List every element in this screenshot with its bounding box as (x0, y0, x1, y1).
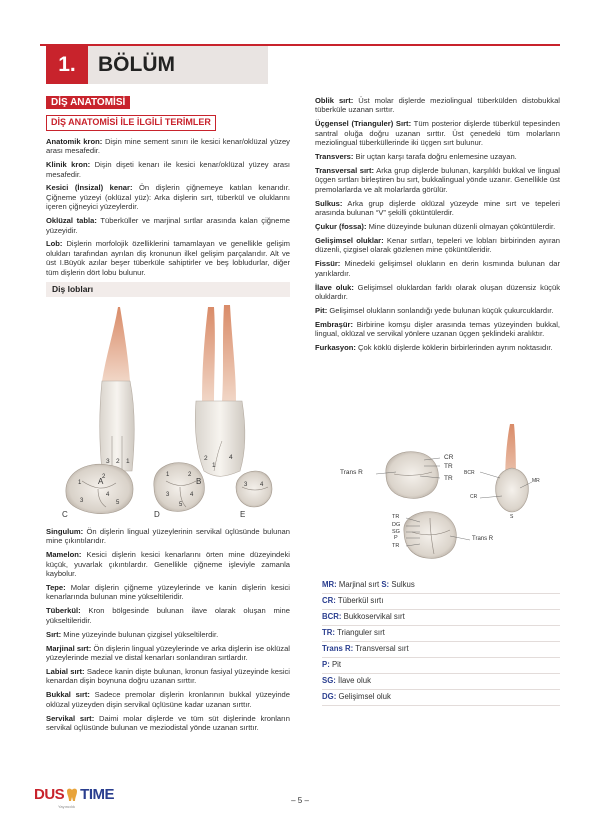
left-column (46, 96, 290, 737)
term-label: Çukur (fossa): (315, 221, 367, 231)
logo-subtitle: Yayıncılık (58, 804, 76, 809)
term-item (46, 527, 290, 546)
legend-key: DG: (322, 692, 337, 701)
legend-text: Bukkoservikal sırt (341, 612, 405, 621)
legend-key: CR: (322, 596, 336, 605)
term-desc: Dişin dişeti kenarı ile kesici kenar/oklüzal yüzey arası mesafedir. (46, 160, 290, 179)
term-item (315, 222, 560, 231)
term-item (46, 583, 290, 602)
fig-label-c: C (62, 510, 68, 519)
label-tr2: TR (444, 475, 453, 482)
label-trans-r: Trans R (340, 469, 363, 476)
term-desc: Mine yüzeyinde bulunan çizgisel yükseltilerdir. (61, 629, 219, 639)
fig-a-num: 2 (116, 458, 120, 465)
legend-row (322, 578, 560, 594)
term-desc: Minedeki gelişimsel olukların en derin kısmında bulunan dar yarıklardır. (315, 259, 560, 278)
term-label: Tüberkül: (46, 606, 81, 616)
term-desc: Arka grup dişlerde bulunan, karşılıklı bukkal ve lingual üçgen sırtları birleştiren bu sırt, bukkalingual yönde uzanır. Genellikle üst premolarlarda ve alt molarlarda görülür. (315, 165, 560, 194)
term-label: Transversal sırt: (315, 165, 375, 175)
legend-row (322, 674, 560, 690)
label-tr: TR (444, 463, 453, 470)
legend-text: Tüberkül sırtı (335, 596, 384, 605)
term-desc: Kron bölgesinde bulunan ilave olarak oluşan mine yükseltileridir. (46, 606, 290, 625)
label-cr: CR (444, 454, 454, 461)
term-desc: Üst molar dişlerde meziolingual tüberkülden distobukkal tüberküle uzanan sırttır. (315, 96, 560, 115)
lobes-box-title: Diş lobları (46, 282, 290, 297)
term-item (46, 714, 290, 733)
term-label: İlave oluk: (315, 282, 354, 292)
term-item (315, 259, 560, 278)
term-label: Embraşür: (315, 319, 353, 329)
term-label: Sulkus: (315, 198, 343, 208)
term-desc: Daimi molar dişlerde ve tüm süt dişlerinde kronların servikal üçlüsünde bulunan ve meziodistal yönde uzanan sırttır. (46, 713, 290, 732)
legend-text: Pit (329, 660, 342, 669)
term-desc: Kenar sırtları, tepeleri ve lobları birbirinden ayıran düzenli, çizgisel olarak gözlenen mine çöküntüleridir. (315, 235, 560, 255)
label-dg: DG (392, 522, 401, 528)
logo-dus-text: DUS (34, 786, 65, 803)
legend-key: TR: (322, 628, 335, 637)
term-label: Pit: (315, 305, 328, 315)
label-trans-r2: Trans R (472, 536, 494, 542)
term-label: Furkasyon: (315, 343, 356, 353)
term-desc: Molar dişlerin çiğneme yüzeylerinde ve kanin dişlerin kesici kenarlarında bulunan mine yükseltileridir. (46, 583, 290, 602)
term-item (315, 152, 560, 161)
term-label: Anatomik kron: (46, 136, 103, 146)
abbrev-legend (322, 578, 560, 706)
fig-c-num: 5 (116, 500, 120, 506)
term-item (315, 166, 560, 194)
term-item (46, 550, 290, 578)
term-desc: Sadece kanin dişte bulunan, kronun fasiyal yüzeyinde kesici kenardan dişin boynuna doğru uzanan sırttır. (46, 666, 290, 686)
legend-key: P: (322, 660, 330, 669)
right-column (315, 96, 560, 357)
legend-key: BCR: (322, 612, 342, 621)
legend-row (322, 642, 560, 658)
term-item (46, 160, 290, 179)
term-label: Klinik kron: (46, 160, 91, 170)
label-mr: MR (532, 478, 540, 484)
term-desc: Sadece premolar dişlerin kronlarının bukkal yüzeyinde oklüzal yüzeyden dişin servikal üçlüsüne kadar uzanan sırttır. (46, 690, 291, 709)
terms-list-2 (46, 527, 290, 732)
page-number: – 5 – (291, 796, 309, 805)
legend-key: SG: (322, 676, 336, 685)
term-label: Singulum: (46, 527, 84, 536)
term-label: Lob: (46, 239, 63, 249)
ridges-figure (320, 414, 560, 584)
legend-key: S: (381, 580, 390, 589)
legend-text: İlave oluk (335, 676, 371, 685)
fig-d-num: 4 (190, 492, 194, 498)
label-tr3: TR (392, 514, 400, 520)
term-item (315, 283, 560, 302)
lobes-illustration (46, 301, 290, 519)
label-cr2: CR (470, 494, 478, 500)
fig-a-num: 1 (126, 458, 130, 465)
label-p: P (394, 535, 398, 541)
fig-d-num: 5 (179, 502, 183, 508)
terms-list-1 (46, 137, 290, 277)
subsection-title: DİŞ ANATOMİSİ İLE İLGİLİ TERİMLER (46, 115, 216, 130)
legend-row (322, 658, 560, 674)
premolar-side (496, 468, 529, 512)
term-label: Fissür: (315, 259, 341, 269)
term-desc: Kesici dişlerin kesici kenarlarını örten mine düzeyindeki küçük, yuvarlak çıkıntılardır. Genellikle çiğneme işleviyle zamanla kaybolur. (46, 550, 290, 579)
legend-text: Transversal sırt (353, 644, 409, 653)
fig-d-num: 1 (166, 472, 170, 478)
term-label: Sırt: (46, 629, 62, 639)
term-item (315, 199, 560, 218)
term-desc: Tüm posterior dişlerde tüberkül tepesinden santral oluğa doğru uzanan sırttır. Üst çenedeki tüm molarların meziolingual tüberküllerinde iki üçgen sırt bulunur. (315, 119, 560, 148)
term-label: Tepe: (46, 583, 66, 593)
fig-c-num: 1 (78, 480, 82, 486)
term-label: Üçgensel (Trianguler) Sırt: (315, 119, 412, 129)
term-desc: Arka grup dişlerde oklüzal yüzeyde mine sırt ve tepeleri arasında bulunan “V” şekilli çöküntülerdir. (315, 198, 560, 218)
term-desc: Gelişimsel olukların sonlandığı yede bulunan küçük çukurcuklardır. (327, 305, 554, 315)
term-desc: Gelişimsel oluklardan farklı olarak oluşan düzensiz küçük oluklardır. (315, 282, 561, 301)
term-item (46, 239, 290, 277)
term-item (46, 183, 290, 211)
logo-time-text: TIME (80, 786, 115, 803)
fig-e-num: 3 (244, 482, 248, 488)
fig-c-num: 4 (106, 492, 110, 498)
fig-d-num: 2 (188, 472, 192, 478)
term-item (46, 667, 290, 686)
term-label: Transvers: (315, 152, 354, 162)
term-label: Bukkal sırt: (46, 690, 90, 700)
legend-key: Trans R: (322, 644, 354, 653)
term-desc: Mine düzeyinde bulunan düzenli olmayan çöküntülerdir. (366, 221, 556, 231)
term-item (46, 644, 290, 663)
label-s: S (510, 514, 514, 520)
term-label: Oblik sırt: (315, 96, 354, 105)
chapter-number: 1. (46, 46, 88, 84)
tooth-a-incisor (100, 307, 134, 471)
term-item (46, 606, 290, 625)
legend-key: MR: (322, 580, 337, 589)
fig-a-num: 3 (106, 458, 110, 465)
label-sg: SG (392, 529, 400, 535)
tooth-c-occlusal (66, 464, 133, 513)
term-label: Mamelon: (46, 550, 82, 560)
term-item (46, 690, 290, 709)
term-label: Servikal sırt: (46, 713, 95, 723)
section-title: DİŞ ANATOMİSİ (46, 96, 130, 109)
term-desc: Dişin mine sement sınırı ile kesici kenar/oklüzal yüzey arası mesafedir. (46, 136, 290, 156)
legend-row (322, 626, 560, 642)
fig-b-num: 1 (212, 462, 216, 469)
term-label: Oklüzal tabla: (46, 216, 97, 226)
legend-text: Sulkus (389, 580, 415, 589)
fig-label-a: A (98, 477, 104, 486)
fig-c-num: 3 (80, 498, 84, 504)
term-desc: Ön dişlerin çiğnemeye katılan kenarıdır. Çiğneme yüzeyi (oklüzal yüz): Arka dişlerin sırt, tüberkül ve oluklarını içeren çiğneyici yüzeylerdir. (46, 183, 290, 212)
lobes-figure (46, 301, 290, 519)
fig-label-d: D (154, 510, 160, 519)
term-label: Kesici (İnsizal) kenar: (46, 183, 133, 193)
legend-row (322, 690, 560, 706)
term-label: Gelişimsel oluklar: (315, 235, 384, 245)
term-label: Labial sırt: (46, 666, 85, 676)
term-item (315, 236, 560, 255)
term-item (46, 137, 290, 156)
tooth-e-occlusal (236, 471, 272, 507)
term-desc: Ön dişlerin lingual yüzeylerinin servikal üçlüsünde bulunan mine çıkıntılarıdır. (46, 527, 290, 546)
term-item (315, 119, 560, 147)
term-item (315, 96, 560, 115)
term-desc: Ön dişlerin lingual yüzeylerinde ve arka dişlerin ise oklüzal yüzeylerinde mezial ve distal kenarları sonlandıran sırtlardır. (46, 643, 290, 662)
legend-row (322, 594, 560, 610)
fig-b-num: 2 (204, 455, 208, 462)
term-item (315, 320, 560, 339)
fig-c-num: 2 (102, 474, 106, 480)
term-label: Marjinal sırt: (46, 643, 92, 653)
fig-label-e: E (240, 510, 246, 519)
term-desc: Tüberküller ve marjinal sırtlar arasında kalan çiğneme yüzeyidir. (46, 216, 290, 235)
term-item (315, 343, 560, 352)
label-tr4: TR (392, 543, 400, 549)
chapter-title: BÖLÜM (88, 46, 268, 84)
term-desc: Dişlerin morfolojik özelliklerini tamamlayan ve genellikle gelişim olukları tarafından ayrılan diş kronunun ilkel gelişim parçalarıdır. Alt ve üst I.Büyük azılar beşer tüberküle sahiptirler ve beş lobludurlar, diğer tüm dişlerin dört lobu bulunur. (46, 239, 290, 277)
tooth-b-molar (195, 305, 245, 476)
term-item (46, 216, 290, 235)
legend-text: Trianguler sırt (335, 628, 385, 637)
ridges-illustration (320, 414, 560, 584)
fig-label-b: B (196, 477, 202, 486)
fig-b-num: 4 (229, 454, 233, 461)
legend-text: Marjinal sırt (336, 580, 382, 589)
fig-e-num: 4 (260, 482, 264, 488)
label-bcr: BCR (464, 470, 475, 476)
legend-row (322, 610, 560, 626)
term-item (46, 630, 290, 639)
term-desc: Birbirine komşu dişler arasında temas yüzeyinden bukkal, lingual, oklüzal ve servikal yönlere uzanan üçgen şeklindeki aralıktır. (315, 319, 560, 339)
term-item (315, 306, 560, 315)
legend-text: Gelişimsel oluk (336, 692, 391, 701)
term-desc: Bir uçtan karşı tarafa doğru enlemesine uzayan. (353, 152, 517, 162)
term-desc: Çok köklü dişlerde köklerin birbirlerinden ayrım noktasıdır. (355, 343, 553, 353)
fig-d-num: 3 (166, 492, 170, 498)
